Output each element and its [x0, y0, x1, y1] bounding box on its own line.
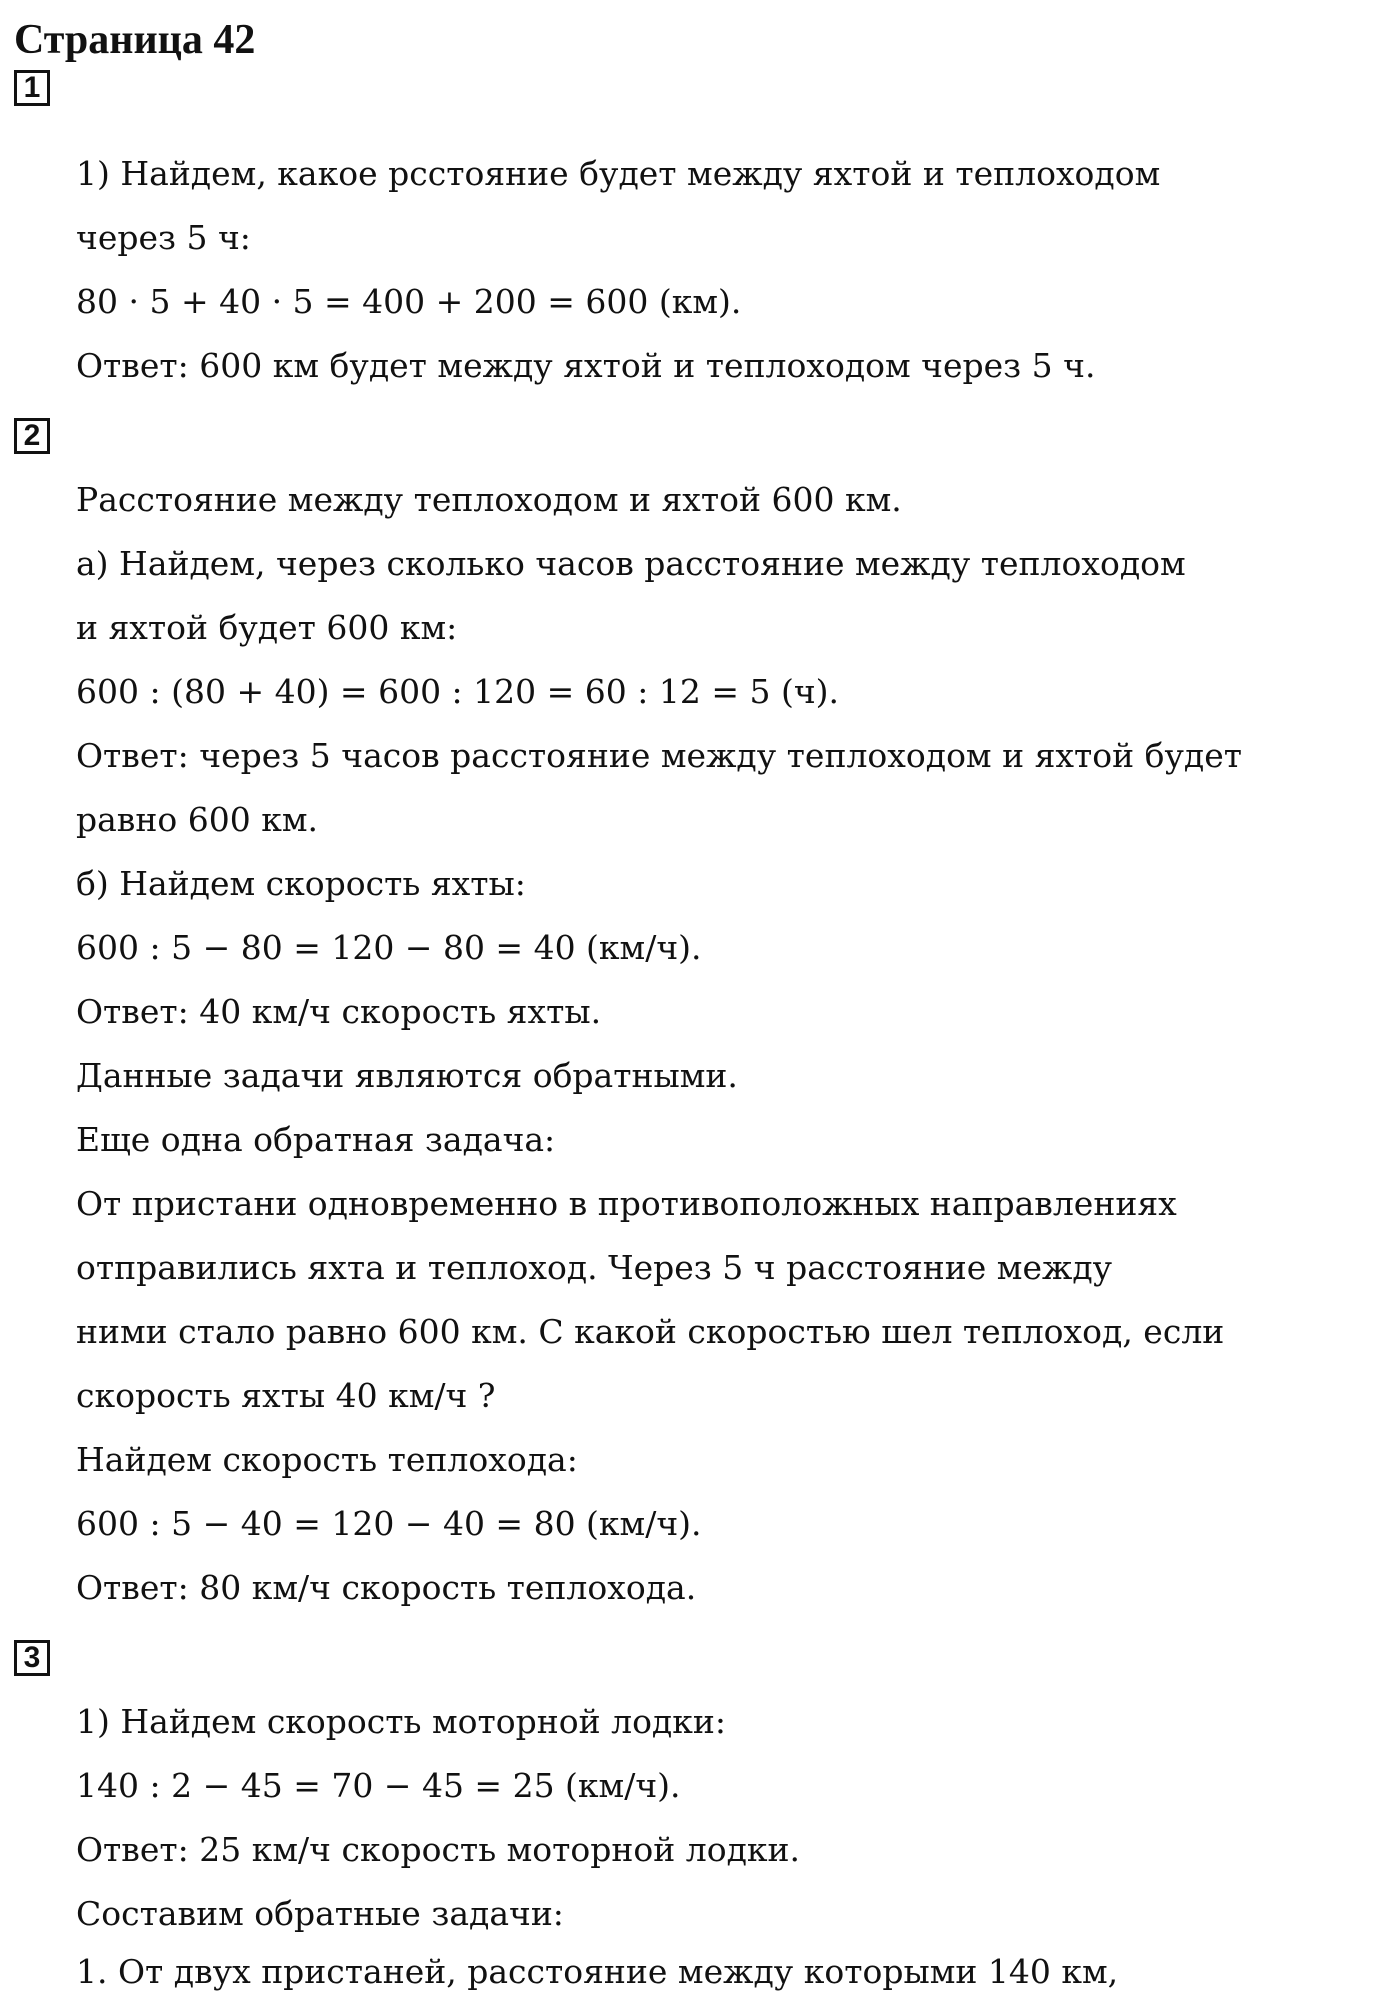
- task-2-line-15: скорость яхты 40 км/ч ?: [76, 1376, 496, 1415]
- task-2-line-17: 600 : 5 − 40 = 120 − 40 = 80 (км/ч).: [76, 1504, 702, 1543]
- task-1-line-2: через 5 ч:: [76, 218, 251, 257]
- task-2-line-3: и яхтой будет 600 км:: [76, 608, 458, 647]
- task-number-2: 2: [14, 418, 50, 454]
- task-1-line-3: 80 · 5 + 40 · 5 = 400 + 200 = 600 (км).: [76, 282, 742, 321]
- task-3-line-2: 140 : 2 − 45 = 70 − 45 = 25 (км/ч).: [76, 1766, 681, 1805]
- task-3-line-3: Ответ: 25 км/ч скорость моторной лодки.: [76, 1830, 801, 1869]
- task-2-line-10: Данные задачи являются обратными.: [76, 1056, 738, 1095]
- task-1-line-1: 1) Найдем, какое рсстояние будет между яхтой и теплоходом: [76, 154, 1161, 193]
- page-title: Страница 42: [14, 17, 256, 63]
- task-2-line-13: отправились яхта и теплоход. Через 5 ч расстояние между: [76, 1248, 1113, 1287]
- task-3-line-5: 1. От двух пристаней, расстояние между которыми 140 км,: [76, 1952, 1119, 1991]
- task-2-line-9: Ответ: 40 км/ч скорость яхты.: [76, 992, 602, 1031]
- task-3-line-4: Составим обратные задачи:: [76, 1894, 564, 1933]
- task-number-3: 3: [14, 1640, 50, 1676]
- task-2-line-5: Ответ: через 5 часов расстояние между теплоходом и яхтой будет: [76, 736, 1243, 775]
- task-3-line-1: 1) Найдем скорость моторной лодки:: [76, 1702, 726, 1741]
- task-2-line-14: ними стало равно 600 км. С какой скоростью шел теплоход, если: [76, 1312, 1225, 1351]
- task-2-line-1: Расстояние между теплоходом и яхтой 600 км.: [76, 480, 902, 519]
- task-2-line-6: равно 600 км.: [76, 800, 318, 839]
- task-number-1: 1: [14, 70, 50, 106]
- task-2-line-12: От пристани одновременно в противоположных направлениях: [76, 1184, 1177, 1223]
- task-1-line-4: Ответ: 600 км будет между яхтой и теплоходом через 5 ч.: [76, 346, 1096, 385]
- task-2-line-18: Ответ: 80 км/ч скорость теплохода.: [76, 1568, 697, 1607]
- task-2-line-2: а) Найдем, через сколько часов расстояние между теплоходом: [76, 544, 1186, 583]
- task-2-line-8: 600 : 5 − 80 = 120 − 80 = 40 (км/ч).: [76, 928, 702, 967]
- task-2-line-16: Найдем скорость теплохода:: [76, 1440, 578, 1479]
- task-2-line-7: б) Найдем скорость яхты:: [76, 864, 526, 903]
- task-2-line-4: 600 : (80 + 40) = 600 : 120 = 60 : 12 = 5 (ч).: [76, 672, 840, 711]
- task-2-line-11: Еще одна обратная задача:: [76, 1120, 556, 1159]
